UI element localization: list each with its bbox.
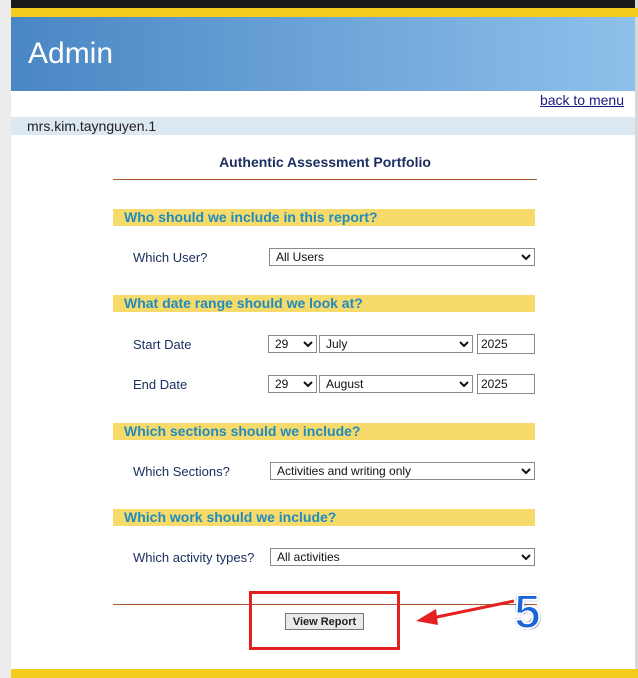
section-header-dates — [113, 295, 535, 312]
end-month-select[interactable] — [319, 375, 473, 393]
end-day-select[interactable] — [268, 375, 317, 393]
activity-types-select[interactable] — [270, 548, 535, 566]
which-sections-select[interactable] — [270, 462, 535, 480]
title-divider — [113, 179, 537, 180]
section-heading-work: Which work should we include? — [124, 509, 337, 525]
view-report-button[interactable]: View Report — [285, 613, 364, 630]
username-label: mrs.kim.taynguyen.1 — [27, 118, 157, 134]
section-heading-who: Who should we include in this report? — [124, 209, 378, 225]
header-banner — [11, 17, 635, 91]
user-bar — [11, 117, 635, 135]
report-title: Authentic Assessment Portfolio — [219, 154, 431, 170]
section-header-sections — [113, 423, 535, 440]
section-heading-sections: Which sections should we include? — [124, 423, 361, 439]
top-accent-bar — [11, 8, 638, 17]
end-year-input[interactable] — [477, 374, 535, 394]
left-frame — [0, 0, 11, 678]
back-to-menu-link[interactable]: back to menu — [539, 92, 624, 108]
page-title: Admin — [28, 37, 114, 70]
start-date-label: Start Date — [133, 337, 192, 352]
start-month-select[interactable] — [319, 335, 473, 353]
activity-types-label: Which activity types? — [133, 550, 255, 565]
which-user-label: Which User? — [133, 250, 208, 265]
section-header-who — [113, 209, 535, 226]
section-heading-dates: What date range should we look at? — [124, 295, 363, 311]
bottom-accent-bar — [11, 669, 638, 678]
annotation-arrow — [410, 595, 520, 630]
section-header-work — [113, 509, 535, 526]
start-day-select[interactable] — [268, 335, 317, 353]
which-user-select[interactable] — [269, 248, 535, 266]
end-date-label: End Date — [133, 377, 188, 392]
highlight-box — [249, 591, 400, 650]
window-top-strip — [0, 0, 638, 8]
step-number-annotation: 5 — [514, 586, 541, 639]
start-year-input[interactable] — [477, 334, 535, 354]
which-sections-label: Which Sections? — [133, 464, 230, 479]
